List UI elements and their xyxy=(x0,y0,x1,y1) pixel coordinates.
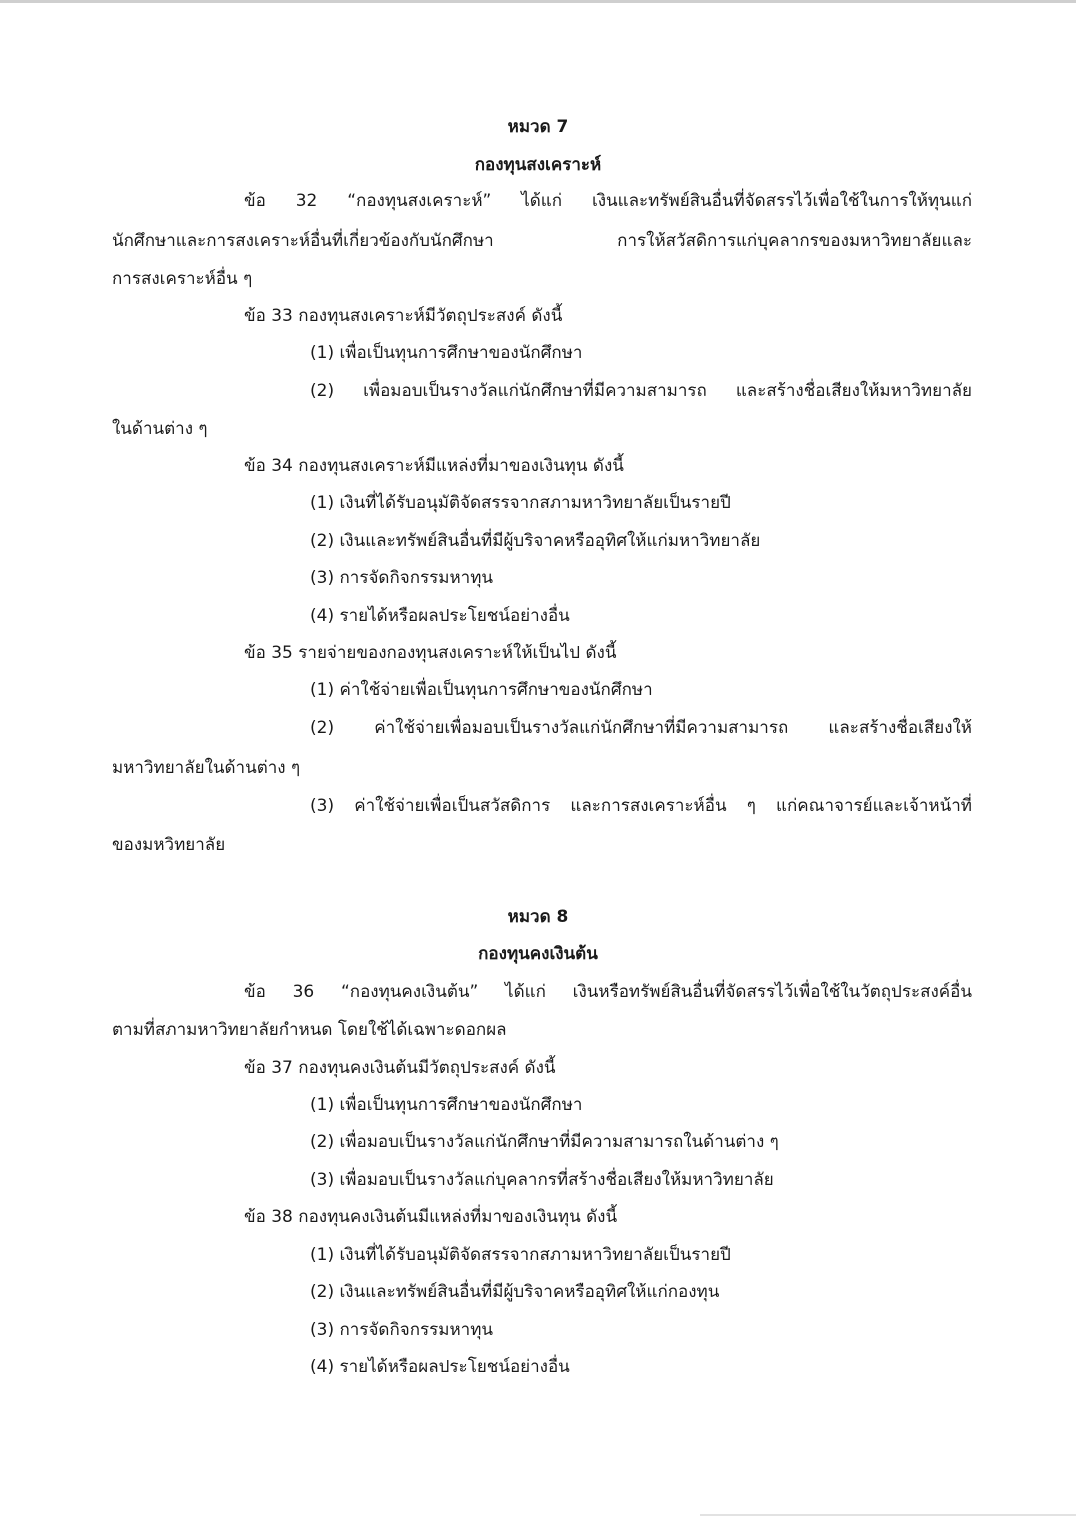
clause-38-heading: ข้อ 38 กองทุนคงเงินต้นมีแหล่งที่มาของเงินทุน ดังนี้ xyxy=(244,1207,618,1227)
section-7-heading: หมวด 7 xyxy=(507,117,569,137)
clause-37-item-2: (2) เพื่อมอบเป็นรางวัลแก่นักศึกษาที่มีความสามารถในด้านต่าง ๆ xyxy=(310,1132,779,1152)
clause-37-item-1: (1) เพื่อเป็นทุนการศึกษาของนักศึกษา xyxy=(310,1095,583,1115)
section-8-title: กองทุนคงเงินต้น xyxy=(478,944,598,964)
clause-35-item-3-line-2: ของมหวิทยาลัย xyxy=(112,835,226,855)
clause-32-line-1: ข้อ 32 “กองทุนสงเคราะห์” ได้แก่ เงินและทรัพย์สินอื่นที่จัดสรรไว้เพื่อใช้ในการให้ทุนแก่ xyxy=(244,191,972,211)
clause-37-heading: ข้อ 37 กองทุนคงเงินต้นมีวัตถุประสงค์ ดังนี้ xyxy=(244,1058,556,1078)
clause-36-line-2: ตามที่สภามหาวิทยาลัยกำหนด โดยใช้ได้เฉพาะดอกผล xyxy=(112,1020,507,1040)
clause-36-line-1: ข้อ 36 “กองทุนคงเงินต้น” ได้แก่ เงินหรือทรัพย์สินอื่นที่จัดสรรไว้เพื่อใช้ในวัตถุประสงค์อื่น xyxy=(244,982,972,1002)
scan-edge-top xyxy=(0,0,1076,3)
clause-38-item-1: (1) เงินที่ได้รับอนุมัติจัดสรรจากสภามหาวิทยาลัยเป็นรายปี xyxy=(310,1245,731,1265)
clause-38-item-2: (2) เงินและทรัพย์สินอื่นที่มีผู้บริจาคหรืออุทิศให้แก่กองทุน xyxy=(310,1282,720,1302)
clause-35-item-2-line-1: (2) ค่าใช้จ่ายเพื่อมอบเป็นรางวัลแก่นักศึกษาที่มีความสามารถ และสร้างชื่อเสียงให้ xyxy=(310,718,972,738)
clause-35-heading: ข้อ 35 รายจ่ายของกองทุนสงเคราะห์ให้เป็นไป ดังนี้ xyxy=(244,643,617,663)
clause-35-item-1: (1) ค่าใช้จ่ายเพื่อเป็นทุนการศึกษาของนักศึกษา xyxy=(310,680,653,700)
clause-34-item-3: (3) การจัดกิจกรรมหาทุน xyxy=(310,568,494,588)
clause-32-line-3: การสงเคราะห์อื่น ๆ xyxy=(112,269,253,289)
clause-34-item-2: (2) เงินและทรัพย์สินอื่นที่มีผู้บริจาคหรืออุทิศให้แก่มหาวิทยาลัย xyxy=(310,531,761,551)
clause-34-item-4: (4) รายได้หรือผลประโยชน์อย่างอื่น xyxy=(310,606,570,626)
scan-edge-bottom xyxy=(700,1514,1076,1516)
clause-33-item-2-line-1: (2) เพื่อมอบเป็นรางวัลแก่นักศึกษาที่มีความสามารถ และสร้างชื่อเสียงให้มหาวิทยาลัย xyxy=(310,381,972,401)
clause-35-item-3-line-1: (3) ค่าใช้จ่ายเพื่อเป็นสวัสดิการ และการสงเคราะห์อื่น ๆ แก่คณาจารย์และเจ้าหน้าที่ xyxy=(310,796,972,816)
clause-34-heading: ข้อ 34 กองทุนสงเคราะห์มีแหล่งที่มาของเงินทุน ดังนี้ xyxy=(244,456,624,476)
clause-33-item-1: (1) เพื่อเป็นทุนการศึกษาของนักศึกษา xyxy=(310,343,583,363)
clause-32-line-2: นักศึกษาและการสงเคราะห์อื่นที่เกี่ยวข้องกับนักศึกษา การให้สวัสดิการแก่บุคลากรของมหาวิทยาลัยและ xyxy=(112,231,972,251)
section-7-title: กองทุนสงเคราะห์ xyxy=(474,155,602,175)
clause-33-item-2-line-2: ในด้านต่าง ๆ xyxy=(112,419,208,439)
clause-37-item-3: (3) เพื่อมอบเป็นรางวัลแก่บุคลากรที่สร้างชื่อเสียงให้มหาวิทยาลัย xyxy=(310,1170,774,1190)
section-8-heading: หมวด 8 xyxy=(507,907,569,927)
clause-38-item-4: (4) รายได้หรือผลประโยชน์อย่างอื่น xyxy=(310,1357,570,1377)
clause-35-item-2-line-2: มหาวิทยาลัยในด้านต่าง ๆ xyxy=(112,758,301,778)
clause-34-item-1: (1) เงินที่ได้รับอนุมัติจัดสรรจากสภามหาวิทยาลัยเป็นรายปี xyxy=(310,493,731,513)
clause-38-item-3: (3) การจัดกิจกรรมหาทุน xyxy=(310,1320,494,1340)
clause-33-heading: ข้อ 33 กองทุนสงเคราะห์มีวัตถุประสงค์ ดังนี้ xyxy=(244,306,563,326)
